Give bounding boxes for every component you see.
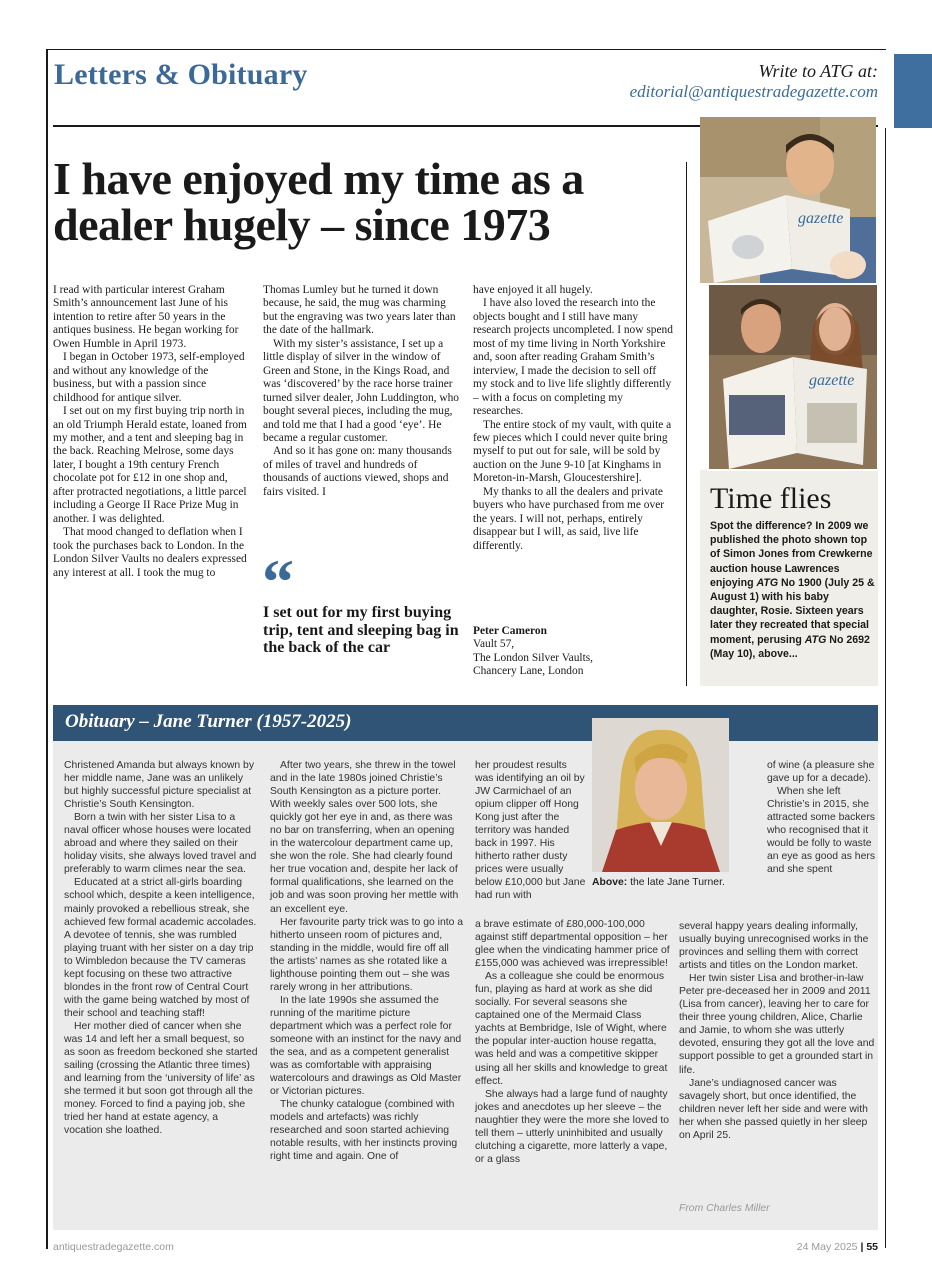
footer-page-number: 55: [866, 1241, 878, 1253]
photo2-mag-title: gazette: [809, 372, 855, 389]
paragraph: several happy years dealing informally, usually buying unrecognised works in the provinces and selling them with correct artists and titles on the London market.: [679, 921, 869, 972]
paragraph: With my sister’s assistance, I set up a little display of silver in the window of Green and Stone, in the Kings Road, and was ‘discovered’ by the race horse trainer turned silver dealer, John Luddington, who bought several pieces, including the mug, and told me that I had a good ‘eye’. He became a regular customer.: [263, 337, 459, 444]
signature-name: Peter Cameron: [473, 625, 547, 637]
page-frame-left: [46, 49, 48, 1249]
footer-date-page: [680, 1241, 878, 1253]
signature-line: The London Silver Vaults,: [473, 651, 594, 664]
sidebar-text: No 2692 (May 10),: [710, 633, 870, 660]
photo-jane-turner: [592, 718, 729, 872]
paragraph: After two years, she threw in the towel and in the late 1980s joined Christie’s South Kensington as a picture porter. With weekly sales over 500 lots, she quickly got her eye in and, as there was no bar on transferring, when an opening in the watercolour department came up, she won the role. She had clearly found her true vocation and, despite her lack of formal qualifications, she learned on the job and was soon proving her mettle with an excellent eye.: [270, 760, 459, 915]
paragraph: her proudest results was identifying an oil by JW Carmichael of an opium clipper off Hong Kong just after the territory was handed back in 1997. His hitherto rather dusty prices were usually below £10,000 but Jane had run with: [475, 760, 586, 902]
signature-line: Chancery Lane, London: [473, 665, 584, 678]
footer-separator: |: [860, 1241, 864, 1253]
photo-2009-illustration: [700, 117, 876, 283]
obituary-column-4-bottom: [679, 920, 875, 1142]
letter-column-1: [53, 284, 249, 580]
paragraph: have enjoyed it all hugely.: [473, 284, 593, 296]
editorial-email-link[interactable]: editorial@antiquestradegazette.com: [629, 82, 878, 101]
photo-2025-father-and-daughter: [707, 283, 879, 471]
sidebar-text-italic: ATG: [804, 633, 827, 646]
section-tab: [894, 54, 932, 128]
signature-line: Vault 57,: [473, 638, 515, 651]
paragraph: She always had a large fund of naughty jokes and anecdotes up her sleeve – the naughtier they were the more she loved to tell them – utterly uninhibited and usually clutching a cigarette, more latterly a vape, or a glass: [475, 1088, 670, 1165]
paragraph: Educated at a strict all-girls boarding school which, despite a keen intelligence, mainly provoked a rebellious streak, she achieved few formal academic accolades. A devotee of tennis, she was rumbled playing truant with her sister on a day trip to Wimbledon because the TV cameras kept focusing on these two attractive blondes in the front row of Central Court with the game being watched by most of their school and teaching staff!: [64, 877, 257, 1019]
sidebar-title: Time flies: [710, 482, 832, 515]
paragraph: When she left Christie’s in 2015, she attracted some backers who recognised that it would be folly to waste an eye as good as hers and she spent: [767, 786, 876, 876]
sidebar-text: of Simon Jones from Crewkerne auction house Lawrences enjoying: [710, 548, 873, 589]
paragraph: I have also loved the research into the objects bought and I still have many research projects uncompleted. I now spend most of my time living in North Yorkshire and, soon after reading Graham Smith’s interview, I made the decision to sell off my stock and to live life slightly differently – with a focus on completing my researches.: [473, 297, 673, 418]
paragraph: I began in October 1973, self-employed and without any knowledge of the business, but with a passion since childhood for antique silver.: [53, 351, 245, 404]
paragraph: In the late 1990s she assumed the running of the maritime picture department which was a perfect role for someone with an instinct for the navy and the sea, and as a competent generalist was as comfortable with appraising watercolours and drawings as Old Master or Victorian pictures.: [270, 994, 462, 1098]
portrait-illustration: [592, 718, 729, 872]
letter-column-2: [263, 284, 459, 499]
paragraph: Christened Amanda but always known by her middle name, Jane was an unlikely but highly successful picture specialist at Christie’s South Kensington.: [64, 760, 255, 811]
sidebar-text-italic: ATG: [756, 576, 779, 589]
quote-mark-icon: “: [262, 546, 294, 617]
column-divider: [686, 162, 687, 686]
paragraph: I read with particular interest Graham Smith’s announcement last June of his intention to retire after 50 years in the antiques business. He began working for Owen Humble in April 1973.: [53, 284, 239, 350]
letter-headline: I have enjoyed my time as a dealer hugely – since 1973: [53, 153, 584, 250]
section-title: Letters & Obituary: [54, 58, 308, 91]
paragraph: Her mother died of cancer when she was 14 and left her a small bequest, so as soon as freedom beckoned she started sailing (crossing the Atlantic three times) and learning from the ‘university of life’ as she termed it but soon got through all the money. Forced to find a paying job, she tried her hand at estate agency, a vocation she loathed.: [64, 1020, 258, 1137]
page-frame-top: [46, 49, 886, 50]
obituary-column-4-top: [767, 759, 879, 876]
obituary-title: Obituary – Jane Turner (1957-2025): [65, 711, 352, 732]
paragraph: of wine (a pleasure she gave up for a decade).: [767, 760, 875, 785]
letter-column-3: [473, 284, 673, 553]
paragraph: Her twin sister Lisa and brother-in-law Peter pre-deceased her in 2009 and 2011 (Lisa from cancer), leaving her to care for their three young children, Alice, Charlie and Jamie, to whom she was utterly devoted, ensuring they got all the love and support possible to get a grounded start in life.: [679, 973, 875, 1076]
paragraph: That mood changed to deflation when I took the purchases back to London. In the London Silver Vaults no dealers expressed any interest at all. I took the mug to: [53, 526, 247, 579]
photo-2009-father-and-baby: [700, 117, 876, 283]
letter-signature: [473, 625, 673, 679]
paragraph: Jane’s undiagnosed cancer was savagely short, but once identified, the children never left her side and were with her when she passed quietly in her sleep on April 25.: [679, 1077, 868, 1141]
obituary-credit: From Charles Miller: [679, 1203, 770, 1214]
obituary-column-3-top: [475, 759, 587, 903]
photo-2025-illustration: [709, 285, 877, 469]
footer-date: 24 May 2025: [796, 1241, 858, 1253]
obituary-column-2: [270, 759, 464, 1163]
paragraph: And so it has gone on: many thousands of miles of travel and hundreds of thousands of auctions viewed, shops and fairs visited. I: [263, 445, 452, 498]
sidebar-text: ...: [788, 647, 798, 660]
sidebar-body: [710, 519, 878, 661]
paragraph: a brave estimate of £80,000-100,000 against stiff departmental opposition – her glee when the vindicating hammer price of £155,000 was achieved was irrepressible!: [475, 919, 670, 970]
photo1-mag-title: gazette: [798, 210, 844, 227]
caption-text: the late Jane Turner.: [627, 877, 725, 888]
caption-label: Above:: [592, 877, 628, 888]
paragraph: The chunky catalogue (combined with models and artefacts) was richly researched and soon started achieving notable results, with her instincts proving right time and again. One of: [270, 1099, 458, 1163]
paragraph: I set out on my first buying trip north in an old Triumph Herald estate, loaned from my mother, and a tent and sleeping bag in the back. Reaching Melrose, some days later, I bought a 19th century French chocolate pot for £12 in one shop and, after protracted negotiations, a little parcel including a George II Race Prize Mug in another. I was delighted.: [53, 405, 247, 525]
photo-caption: [592, 877, 742, 888]
paragraph: Born a twin with her sister Lisa to a naval officer whose houses were located abroad and where they sailed on their holiday visits, she always loved travel and preferably to warm climes near the sea.: [64, 812, 257, 876]
paragraph: My thanks to all the dealers and private buyers who have purchased from me over the years. I will not, perhaps, entirely disappear but I will, as said, live life differently.: [473, 485, 665, 552]
obituary-column-3-bottom: [475, 918, 670, 1166]
footer-site-link[interactable]: antiquestradegazette.com: [53, 1241, 174, 1253]
paragraph: As a colleague she could be enormous fun, playing as hard at work as she did socially. For several seasons she captained one of the Mermaid Class yachts at Bembridge, Isle of Wight, where the popular inter-auction house regatta, was held and was a competitive skipper using all her skills and knowledge to great effect.: [475, 971, 668, 1087]
sidebar-text-bold: above: [758, 647, 789, 660]
sidebar-text: No 1900 (July 25 & August 1) with his baby daughter, Rosie. Sixteen years later they recreated that special moment, perusing: [710, 576, 875, 646]
paragraph: The entire stock of my vault, with quite a few pieces which I could never quite bring myself to put out for sale, will be sold by auction on the June 9-10 [at Kinghams in Moreton-in-Marsh, Gloucestershire].: [473, 418, 672, 485]
write-to-label: Write to ATG at:: [758, 61, 878, 81]
sidebar-text-bold: top: [850, 534, 868, 547]
page-frame-right: [885, 128, 886, 1248]
paragraph: Her favourite party trick was to go into a hitherto unseen room of pictures and, standing in the middle, would fire off all the artists’ names as she rotated like a lighthouse pointing them out – she was rarely wrong in her attributions.: [270, 916, 464, 993]
sidebar-text: Spot the difference? In 2009 we published the photo shown: [710, 520, 869, 547]
obituary-column-1: [64, 759, 258, 1137]
paragraph: Thomas Lumley but he turned it down because, he said, the mug was charming but the engraving was two years later than the date of the hallmark.: [263, 284, 456, 337]
pull-quote: I set out for my first buying trip, tent and sleeping bag in the back of the car: [263, 604, 459, 656]
